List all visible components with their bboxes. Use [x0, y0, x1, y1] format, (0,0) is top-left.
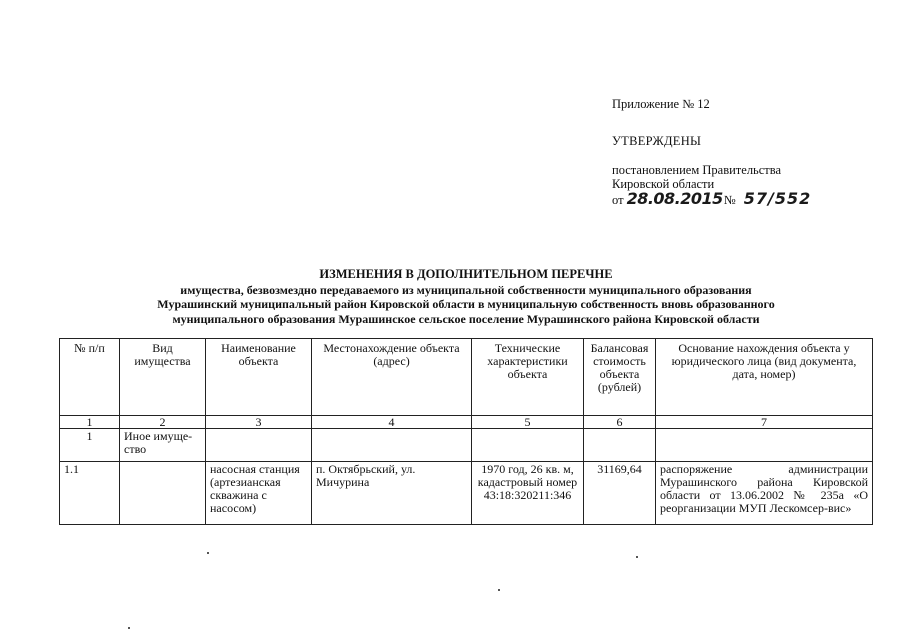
header-cell-location: Местонахождение объекта (адрес)	[312, 339, 472, 416]
decree-line-2: Кировской области	[612, 177, 715, 191]
cell-value	[584, 429, 656, 462]
cell-name: насосная станция (артезианская скважина с насосом)	[206, 462, 312, 525]
cell-name	[206, 429, 312, 462]
column-number: 7	[656, 416, 873, 429]
header-cell-specs: Технические характеристики объекта	[472, 339, 584, 416]
title-line-2: Мурашинский муниципальный район Кировской области в муниципальную собственность вновь образованного	[157, 297, 775, 311]
cell-basis	[656, 429, 873, 462]
column-number: 1	[60, 416, 120, 429]
header-cell-type: Вид имущества	[120, 339, 206, 416]
property-table	[59, 338, 873, 525]
cell-basis: распоряжение администрации Мурашинского района Кировской области от 13.06.2002 № 235а «О реорганизации МУП Лескомсер-вис»	[656, 462, 873, 525]
cell-specs	[472, 429, 584, 462]
annex-number: Приложение № 12	[612, 97, 710, 111]
decree-from-label: от	[612, 193, 624, 207]
document-title: ИЗМЕНЕНИЯ В ДОПОЛНИТЕЛЬНОМ ПЕРЕЧНЕ	[319, 267, 613, 281]
table-header-row	[60, 339, 873, 416]
scan-speck	[207, 552, 209, 554]
table-row	[60, 462, 873, 525]
scan-speck	[498, 589, 500, 591]
decree-date-number	[612, 191, 811, 208]
header-cell-no: № п/п	[60, 339, 120, 416]
column-number: 6	[584, 416, 656, 429]
scan-speck	[636, 556, 638, 558]
header-cell-basis: Основание нахождения объекта у юридического лица (вид документа, дата, номер)	[656, 339, 873, 416]
approved-label: УТВЕРЖДЕНЫ	[612, 134, 702, 148]
header-cell-value: Балансовая стоимость объекта (рублей)	[584, 339, 656, 416]
decree-number-handwritten: 57/552	[743, 189, 812, 208]
cell-value: 31169,64	[584, 462, 656, 525]
column-number: 2	[120, 416, 206, 429]
cell-specs: 1970 год, 26 кв. м, кадастровый номер 43:18:320211:346	[472, 462, 584, 525]
header-cell-name: Наименование объекта	[206, 339, 312, 416]
decree-line-1: постановлением Правительства	[612, 163, 782, 177]
cell-location: п. Октябрьский, ул. Мичурина	[312, 462, 472, 525]
title-line-1: имущества, безвозмездно передаваемого из муниципальной собственности муниципального образования	[180, 283, 752, 297]
column-number: 4	[312, 416, 472, 429]
column-number: 5	[472, 416, 584, 429]
scan-speck	[128, 627, 130, 629]
decree-date-handwritten: 28.08.2015	[626, 189, 723, 208]
decree-number-sign: №	[723, 193, 736, 207]
cell-no: 1.1	[60, 462, 120, 525]
cell-no: 1	[60, 429, 120, 462]
cell-type	[120, 462, 206, 525]
cell-location	[312, 429, 472, 462]
table-row	[60, 429, 873, 462]
column-number: 3	[206, 416, 312, 429]
cell-type: Иное имуще-ство	[120, 429, 206, 462]
column-number-row	[60, 416, 873, 429]
title-line-3: муниципального образования Мурашинское сельское поселение Мурашинского района Кировской области	[172, 312, 760, 326]
